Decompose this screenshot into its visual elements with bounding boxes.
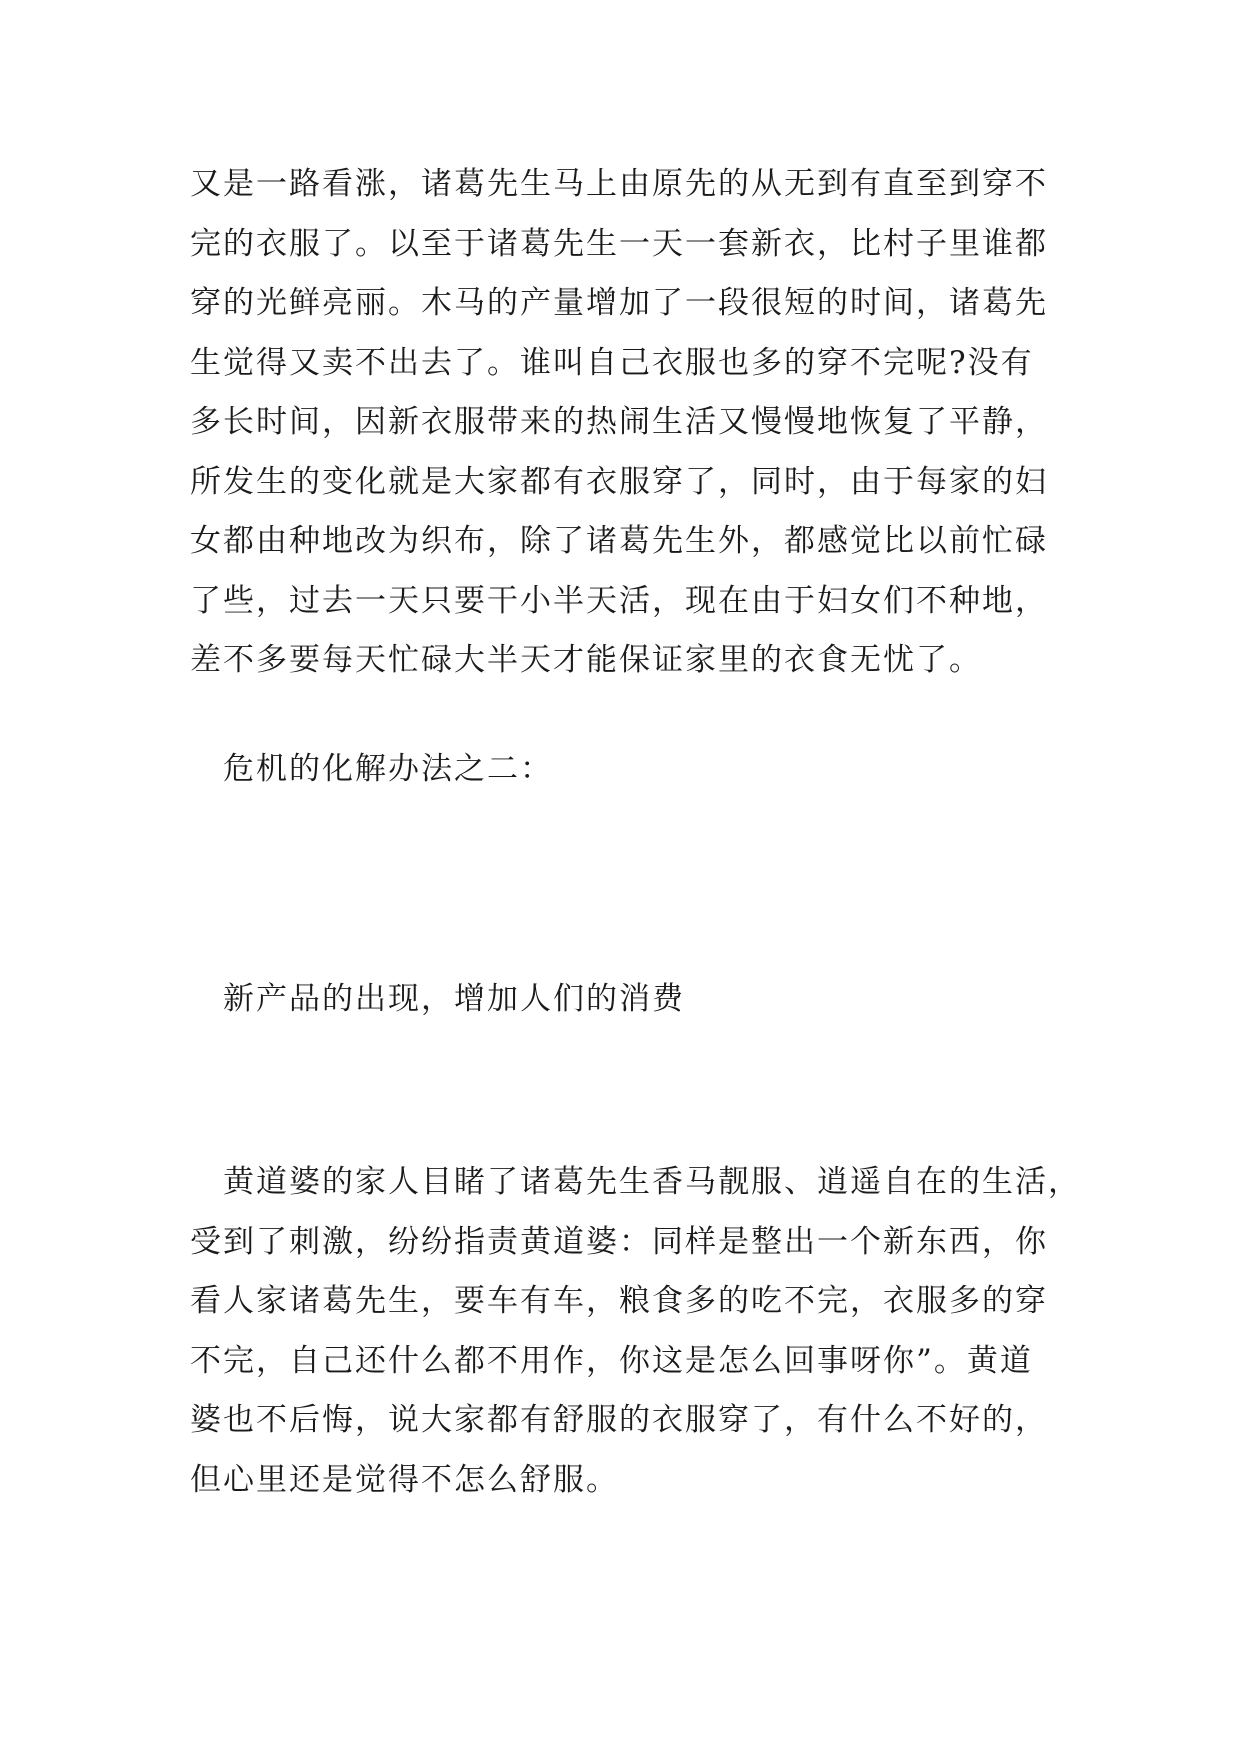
text-line: 完的衣服了。以至于诸葛先生一天一套新衣，比村子里谁都 [190,225,1048,262]
text-line: 生觉得又卖不出去了。谁叫自己衣服也多的穿不完呢?没有 [190,344,1034,381]
section-subheading-new-product [190,970,1070,1030]
text-line: 多长时间，因新衣服带来的热闹生活又慢慢地恢复了平静， [190,404,1048,440]
text-line: 但心里还是觉得不怎么舒服。 [190,1461,619,1498]
text-line: 所发生的变化就是大家都有衣服穿了，同时，由于每家的妇 [190,463,1048,500]
section-heading-crisis-solution-2 [190,740,1070,800]
text-line: 差不多要每天忙碌大半天才能保证家里的衣食无忧了。 [190,642,982,678]
text-line: 穿的光鲜亮丽。木马的产量增加了一段很短的时间，诸葛先 [190,285,1048,321]
text-line: 不完，自己还什么都不用作，你这是怎么回事呀你”。黄道 [190,1342,1033,1379]
text-line: 女都由种地改为织布，除了诸葛先生外，都感觉比以前忙碌 [190,523,1048,559]
text-line: 婆也不后悔，说大家都有舒服的衣服穿了，有什么不好的， [190,1402,1048,1438]
text-line: 了些，过去一天只要干小半天活，现在由于妇女们不种地， [190,582,1048,619]
text-line: 看人家诸葛先生，要车有车，粮食多的吃不完，衣服多的穿 [190,1283,1048,1319]
text-line: 危机的化解办法之二： [190,751,553,787]
text-line: 又是一路看涨，诸葛先生马上由原先的从无到有直至到穿不 [190,166,1048,202]
text-line: 新产品的出现，增加人们的消费 [190,981,685,1017]
paragraph-1 [190,155,1070,691]
paragraph-2 [190,1153,1081,1510]
text-line: 黄道婆的家人目睹了诸葛先生香马靓服、逍遥自在的生活， [190,1164,1081,1200]
text-line: 受到了刺激，纷纷指责黄道婆：同样是整出一个新东西，你 [190,1223,1048,1260]
